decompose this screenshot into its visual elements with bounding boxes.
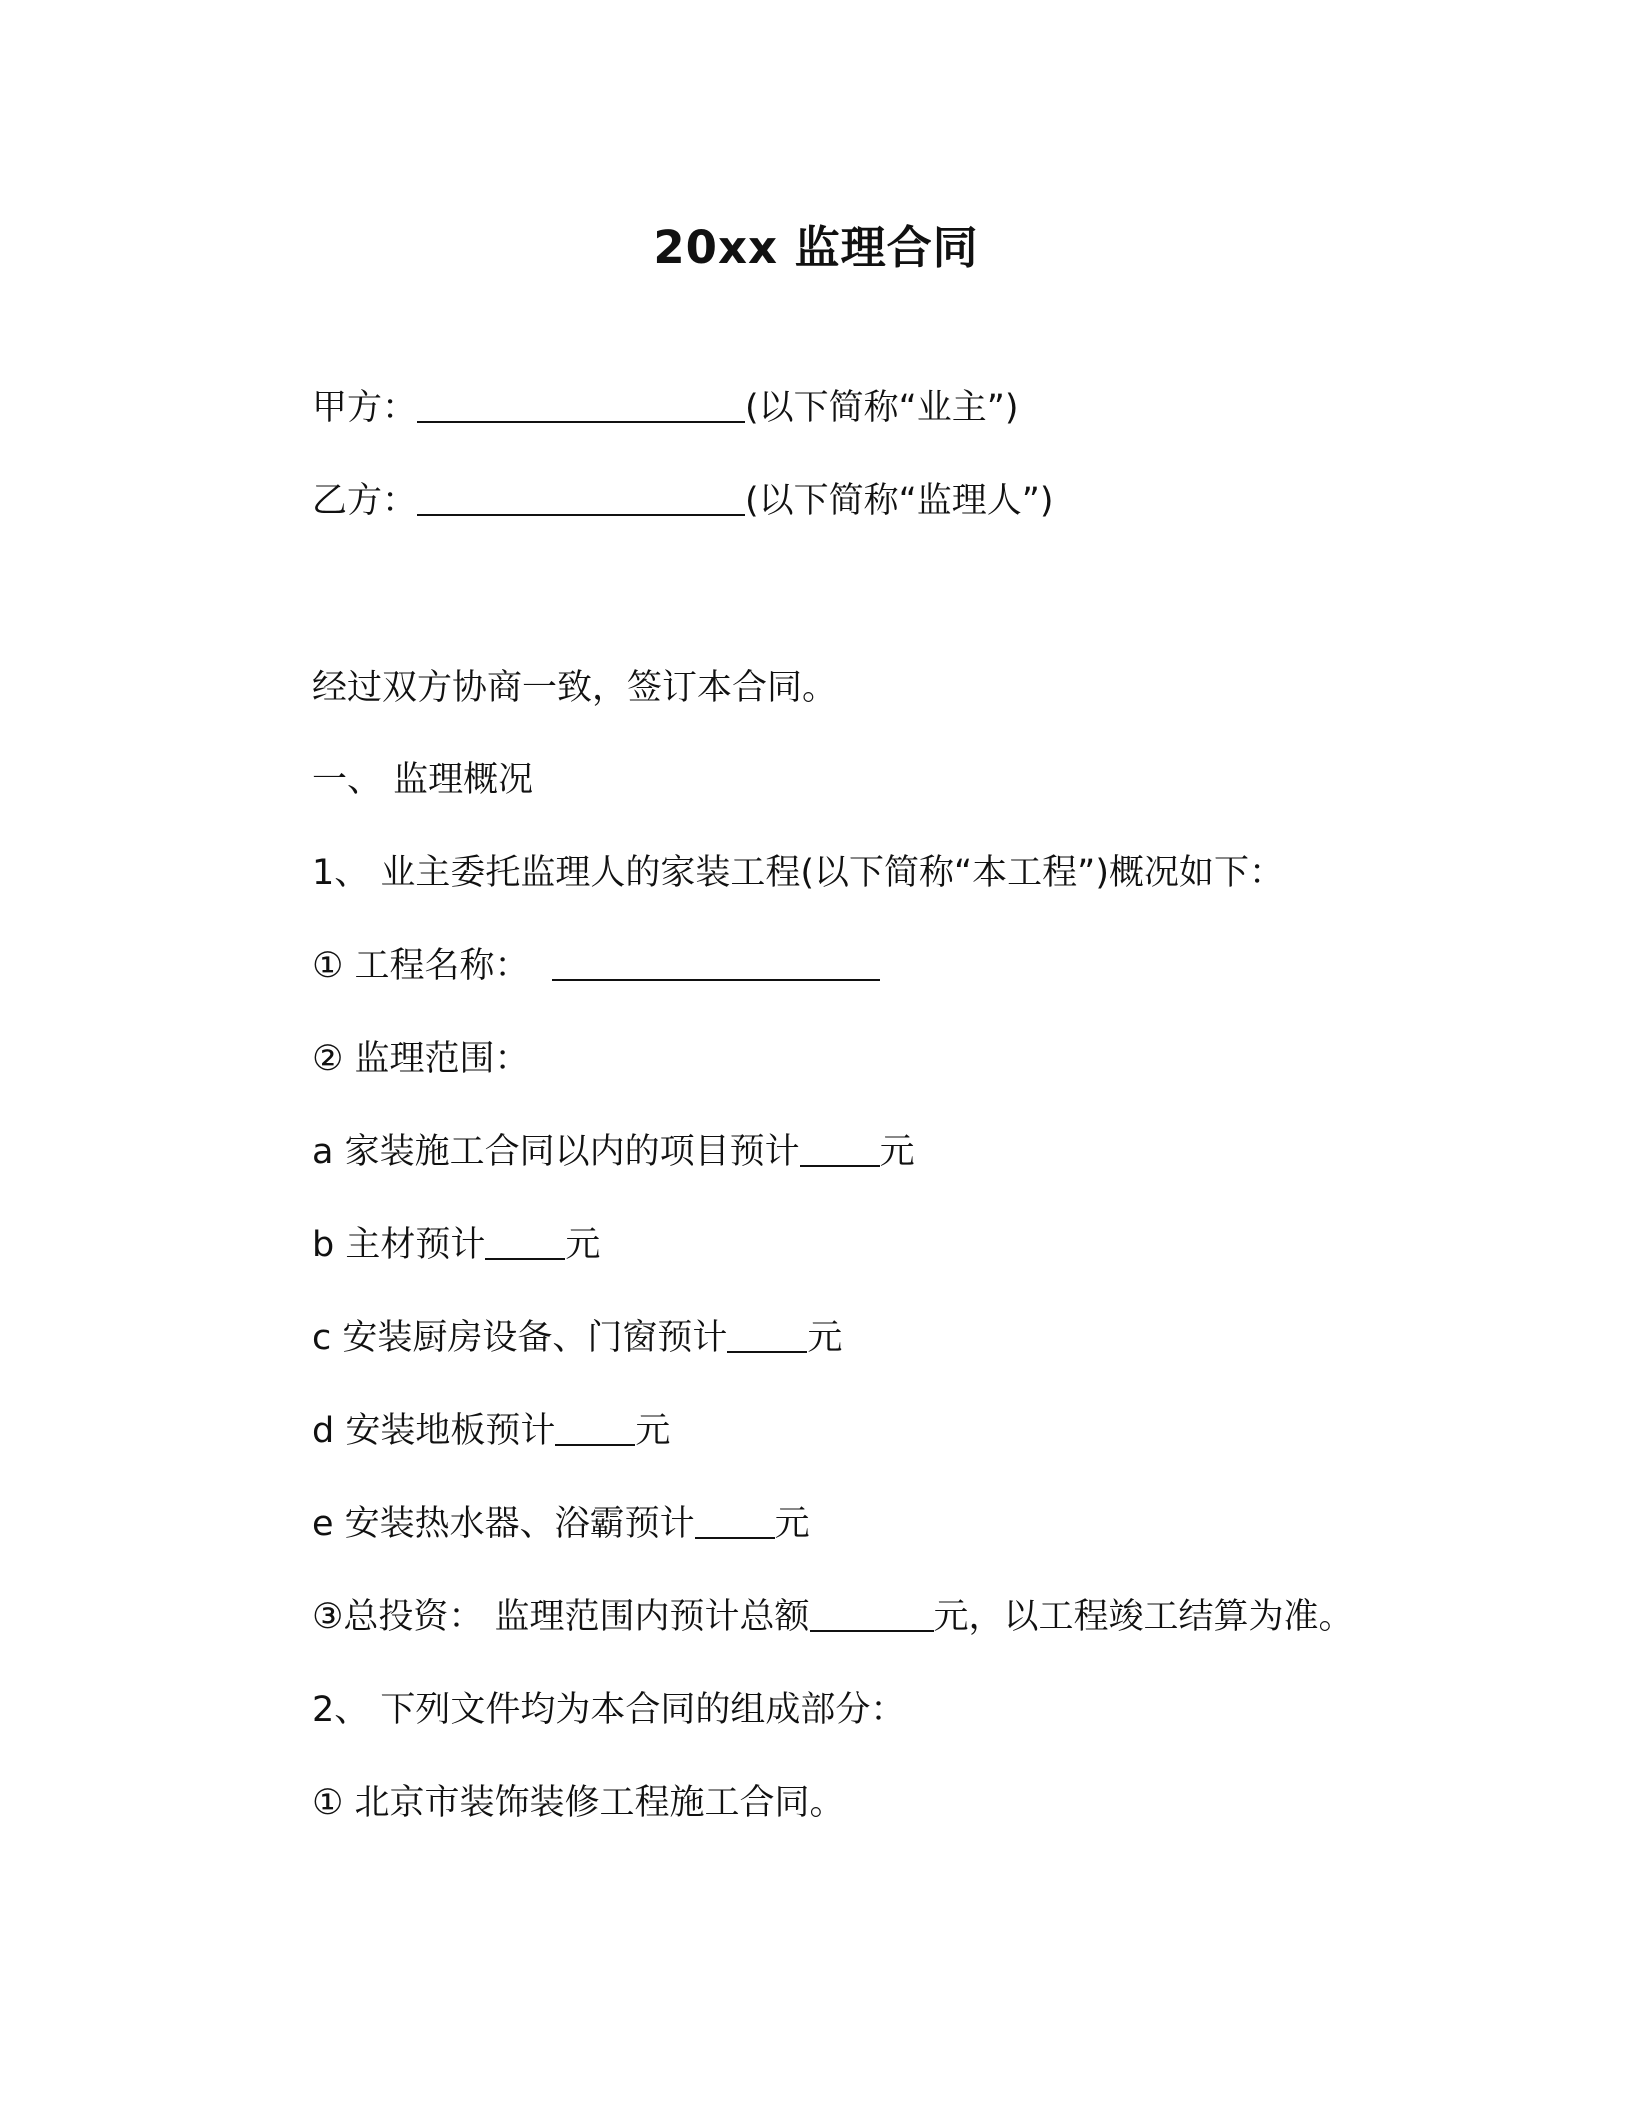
section-1-item-2: 2、 下列文件均为本合同的组成部分： (312, 1690, 906, 1730)
party-b-blank[interactable] (417, 478, 745, 516)
intro-text: 经过双方协商一致，签订本合同。 (312, 668, 838, 708)
scope-item-blank[interactable] (800, 1129, 880, 1167)
scope-item-blank[interactable] (555, 1408, 635, 1446)
party-b-label: 乙方： (312, 481, 418, 521)
scope-item-blank[interactable] (727, 1315, 807, 1353)
scope-item-d (312, 1405, 670, 1457)
party-a-label: 甲方： (312, 388, 418, 428)
scope-item-a (312, 1126, 915, 1178)
scope-item-unit: 元 (879, 1132, 915, 1172)
scope-item-unit: 元 (774, 1504, 810, 1544)
total-investment-prefix: ③总投资： 监理范围内预计总额 (312, 1597, 810, 1637)
project-name-line (312, 940, 880, 992)
project-name-blank[interactable] (552, 943, 880, 981)
total-investment-suffix: 元，以工程竣工结算为准。 (933, 1597, 1354, 1637)
scope-item-text: b 主材预计 (312, 1225, 486, 1265)
scope-item-c (312, 1312, 842, 1364)
scope-item-unit: 元 (565, 1225, 601, 1265)
total-investment-blank[interactable] (810, 1594, 934, 1632)
scope-item-text: a 家装施工合同以内的项目预计 (312, 1132, 800, 1172)
scope-item-unit: 元 (635, 1411, 671, 1451)
scope-item-b (312, 1219, 600, 1271)
party-b-line (312, 475, 1054, 527)
page-title: 20xx 监理合同 (653, 221, 979, 274)
scope-item-e (312, 1498, 810, 1550)
total-investment-line (312, 1591, 1354, 1643)
scope-item-blank[interactable] (485, 1222, 565, 1260)
scope-item-unit: 元 (807, 1318, 843, 1358)
section-1-heading: 一、 监理概况 (312, 760, 534, 800)
scope-item-text: c 安装厨房设备、门窗预计 (312, 1318, 728, 1358)
scope-item-text: e 安装热水器、浴霸预计 (312, 1504, 695, 1544)
scope-item-text: d 安装地板预计 (312, 1411, 556, 1451)
contract-document-1: ① 北京市装饰装修工程施工合同。 (312, 1783, 845, 1823)
party-a-line (312, 382, 1019, 434)
party-a-blank[interactable] (417, 385, 745, 423)
party-a-suffix: (以下简称“业主”) (745, 388, 1019, 428)
scope-item-blank[interactable] (695, 1501, 775, 1539)
party-b-suffix: (以下简称“监理人”) (745, 481, 1054, 521)
section-1-item-1: 1、 业主委托监理人的家装工程(以下简称“本工程”)概况如下： (312, 853, 1284, 893)
scope-label: ② 监理范围： (312, 1039, 530, 1079)
project-name-label: ① 工程名称： (312, 946, 530, 986)
